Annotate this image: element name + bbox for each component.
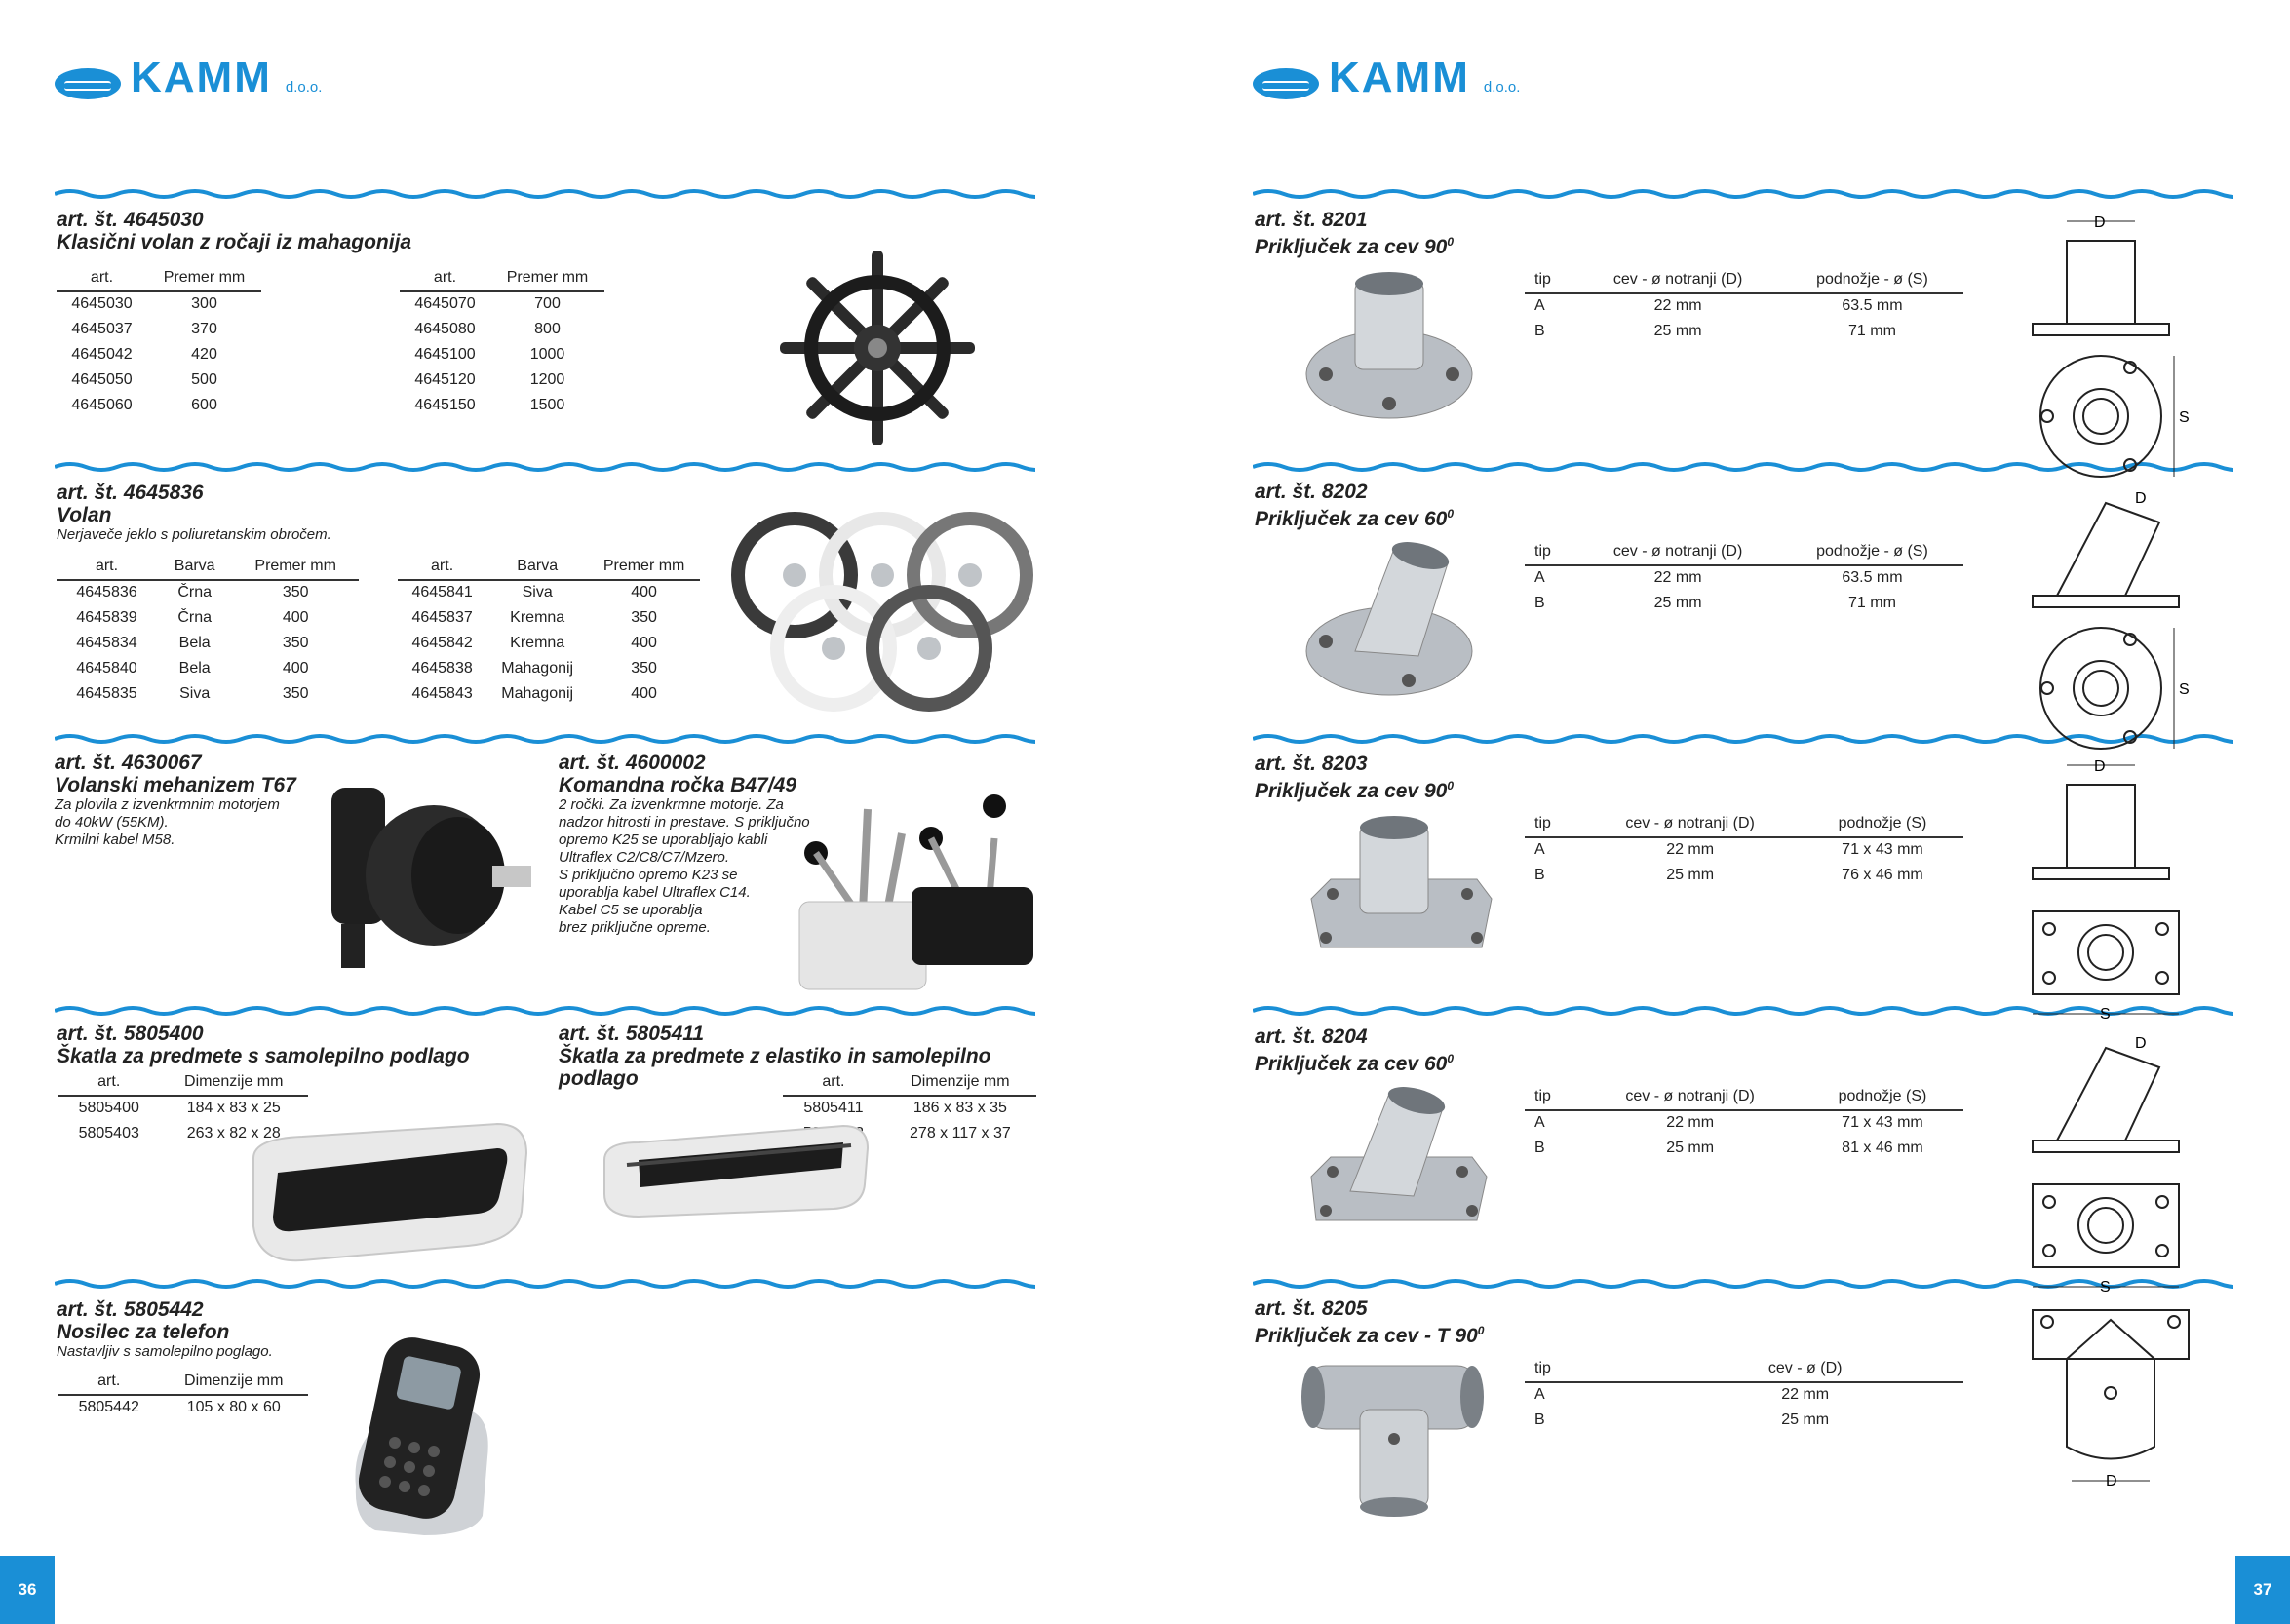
- table-cell: 4645060: [71, 397, 133, 413]
- table-cell: 25 mm: [1781, 1411, 1830, 1428]
- table-cell: 4645050: [71, 371, 133, 388]
- technical-drawing: [2028, 1300, 2208, 1568]
- product-title: [1255, 231, 1454, 258]
- wave-divider: [55, 1277, 1035, 1291]
- dim-d-label: D: [2135, 490, 2147, 507]
- table-row: [58, 1395, 308, 1421]
- storage-box-elastic-icon: [600, 1121, 873, 1218]
- table-cell: 105 x 80 x 60: [186, 1399, 281, 1415]
- product-title: Klasični volan z ročaji iz mahagonija: [57, 231, 412, 253]
- column-header: tip: [1525, 1086, 1578, 1110]
- technical-drawing: [2028, 1028, 2208, 1296]
- table-cell: 22 mm: [1653, 297, 1702, 314]
- art-number: art. št. 4600002: [559, 752, 706, 774]
- table-row: [783, 1096, 1036, 1122]
- product-description-2: do 40kW (55KM).: [55, 814, 169, 831]
- table-cell: B: [1534, 595, 1545, 611]
- table-row: [1525, 864, 1963, 889]
- art-number: art. št. 8201: [1255, 209, 1368, 231]
- table-cell: 370: [191, 321, 217, 337]
- product-description: Nerjaveče jeklo s poliuretanskim obročem.: [57, 526, 331, 543]
- table-cell: 500: [191, 371, 217, 388]
- product-description-5: S priključno opremo K23 se: [559, 867, 738, 883]
- product-title: Volan: [57, 504, 112, 526]
- table-cell: B: [1534, 1140, 1545, 1156]
- table-cell: 4645080: [414, 321, 476, 337]
- dim-s-label: S: [2100, 1006, 2111, 1023]
- column-header: cev - ø notranji (D): [1578, 1086, 1802, 1110]
- table-cell: 1500: [529, 397, 565, 413]
- art-number: art. št. 4645030: [57, 209, 204, 231]
- technical-drawing: [2028, 483, 2208, 752]
- table-cell: 800: [534, 321, 561, 337]
- table-cell: 71 x 43 mm: [1842, 1114, 1923, 1131]
- product-description-6: uporablja kabel Ultraflex C14.: [559, 884, 751, 901]
- table-cell: 400: [282, 609, 309, 626]
- product-title: Nosilec za telefon: [57, 1321, 230, 1343]
- spec-table: [1525, 1086, 1963, 1162]
- product-title: [1255, 775, 1454, 802]
- brand-name: KAMM: [131, 54, 272, 101]
- table-cell: 420: [191, 346, 217, 363]
- spec-table: [57, 267, 261, 419]
- table-row: [400, 318, 604, 343]
- table-cell: 22 mm: [1666, 841, 1715, 858]
- title-text: Priključek za cev 60: [1255, 1053, 1448, 1075]
- logo-icon: [55, 68, 121, 99]
- table-row: [57, 606, 359, 632]
- wave-divider: [55, 1004, 1035, 1018]
- title-text: Priključek za cev - T 90: [1255, 1325, 1478, 1347]
- table-cell: 4645839: [76, 609, 137, 626]
- brand-suffix: d.o.o.: [1483, 79, 1521, 96]
- table-cell: 4645100: [414, 346, 476, 363]
- page-number-right: 37: [2235, 1556, 2290, 1624]
- table-cell: Siva: [522, 584, 553, 600]
- dim-d-label: D: [2106, 1473, 2117, 1489]
- brand-logo-right: [1253, 54, 1521, 101]
- column-header: art.: [400, 267, 490, 291]
- column-header: tip: [1525, 1358, 1647, 1382]
- technical-drawing: [2028, 755, 2208, 1024]
- column-header: Premer mm: [232, 556, 359, 580]
- page-number-left: 36: [0, 1556, 55, 1624]
- pipe-fitting-icon: [1301, 1351, 1496, 1517]
- table-cell: 25 mm: [1666, 1140, 1715, 1156]
- degree-mark: 0: [1447, 507, 1454, 521]
- section-4645836: [57, 482, 331, 544]
- title-text: Priključek za cev 90: [1255, 236, 1448, 258]
- table-cell: A: [1534, 569, 1545, 586]
- table-cell: 1000: [529, 346, 565, 363]
- product-title: Komandna ročka B47/49: [559, 774, 796, 796]
- dim-d-label: D: [2094, 758, 2106, 775]
- table-row: [57, 318, 261, 343]
- column-header: podnožje - ø (S): [1781, 269, 1963, 293]
- table-cell: 4645834: [76, 635, 137, 651]
- section-4600002: [559, 752, 810, 937]
- table-cell: B: [1534, 1411, 1545, 1428]
- column-header: Dimenzije mm: [159, 1071, 308, 1096]
- table-cell: Črna: [177, 609, 213, 626]
- table-cell: 71 mm: [1848, 323, 1896, 339]
- dim-d-label: D: [2135, 1035, 2147, 1052]
- table-row: [58, 1096, 308, 1122]
- column-header: Barva: [486, 556, 588, 580]
- table-row: [1525, 320, 1963, 345]
- wave-divider: [55, 732, 1035, 746]
- table-cell: 350: [282, 635, 309, 651]
- degree-mark: 0: [1447, 235, 1454, 249]
- table-cell: 4645150: [414, 397, 476, 413]
- product-description-7: Kabel C5 se uporablja: [559, 902, 703, 918]
- art-number: art. št. 8202: [1255, 481, 1368, 503]
- column-header: tip: [1525, 813, 1578, 837]
- table-cell: 600: [191, 397, 217, 413]
- table-cell: 4645838: [411, 660, 473, 677]
- pipe-fitting-icon: [1301, 262, 1496, 428]
- product-description-1: Za plovila z izvenkrmnim motorjem: [55, 796, 280, 813]
- table-cell: 71 mm: [1848, 595, 1896, 611]
- art-number: art. št. 8204: [1255, 1025, 1368, 1048]
- table-cell: 4645835: [76, 685, 137, 702]
- spec-table: [1525, 269, 1963, 345]
- table-row: [57, 682, 359, 708]
- table-cell: 63.5 mm: [1842, 297, 1903, 314]
- spec-table: [398, 556, 700, 708]
- control-lever-icon: [795, 794, 1038, 994]
- table-cell: 4645837: [411, 609, 473, 626]
- phone-holder-icon: [336, 1321, 502, 1540]
- column-header: Premer mm: [490, 267, 604, 291]
- spec-table: [1525, 541, 1963, 617]
- table-cell: 350: [631, 609, 657, 626]
- table-row: [398, 682, 700, 708]
- column-header: art.: [57, 556, 157, 580]
- degree-mark: 0: [1447, 1052, 1454, 1065]
- brand-logo-left: [55, 54, 323, 101]
- table-cell: 5805442: [78, 1399, 139, 1415]
- table-cell: A: [1534, 1114, 1545, 1131]
- logo-icon: [1253, 68, 1319, 99]
- column-header: Dimenzije mm: [884, 1071, 1036, 1096]
- table-row: [1525, 592, 1963, 617]
- table-cell: 4645030: [71, 295, 133, 312]
- product-description-3: opremo K25 se uporabljajo kabli: [559, 831, 768, 848]
- steering-wheels-icon: [726, 512, 1038, 721]
- table-cell: 700: [534, 295, 561, 312]
- table-row: [57, 632, 359, 657]
- section-8202: [1255, 481, 1454, 530]
- product-description-2: nadzor hitrosti in prestave. S priključno: [559, 814, 810, 831]
- table-cell: 71 x 43 mm: [1842, 841, 1923, 858]
- table-cell: 278 x 117 x 37: [910, 1125, 1011, 1141]
- table-cell: 4645842: [411, 635, 473, 651]
- title-text: Priključek za cev 90: [1255, 780, 1448, 802]
- brand-suffix: d.o.o.: [285, 79, 323, 96]
- table-cell: Siva: [179, 685, 211, 702]
- section-5805400: [57, 1023, 470, 1067]
- table-row: [1525, 1409, 1963, 1434]
- section-4645030: [57, 209, 411, 253]
- pipe-fitting-icon: [1301, 534, 1496, 700]
- art-number: art. št. 8205: [1255, 1297, 1368, 1320]
- table-cell: 4645840: [76, 660, 137, 677]
- table-row: [1525, 565, 1963, 592]
- spec-table: [1525, 1358, 1963, 1434]
- spec-table: [58, 1371, 308, 1421]
- product-title: [1255, 1320, 1484, 1347]
- table-cell: 5805411: [803, 1100, 864, 1116]
- column-header: podnožje (S): [1802, 1086, 1963, 1110]
- art-number: art. št. 4645836: [57, 482, 204, 504]
- column-header: art.: [398, 556, 486, 580]
- table-row: [57, 291, 261, 318]
- section-8204: [1255, 1025, 1454, 1075]
- column-header: podnožje (S): [1802, 813, 1963, 837]
- table-cell: Kremna: [510, 635, 565, 651]
- table-row: [57, 394, 261, 419]
- table-cell: 81 x 46 mm: [1842, 1140, 1923, 1156]
- table-cell: 25 mm: [1666, 867, 1715, 883]
- pipe-fitting-icon: [1301, 806, 1496, 972]
- table-cell: A: [1534, 297, 1545, 314]
- table-cell: 350: [282, 584, 309, 600]
- table-row: [1525, 837, 1963, 864]
- ship-wheel-icon: [765, 249, 990, 448]
- table-cell: 22 mm: [1781, 1386, 1830, 1403]
- table-cell: Črna: [177, 584, 213, 600]
- table-cell: Bela: [178, 660, 211, 677]
- column-header: Dimenzije mm: [159, 1371, 308, 1395]
- table-row: [57, 368, 261, 394]
- section-5805442: [57, 1298, 273, 1361]
- table-cell: 4645843: [411, 685, 473, 702]
- table-row: [400, 291, 604, 318]
- wave-divider: [1253, 187, 2233, 201]
- column-header: art.: [783, 1071, 884, 1096]
- table-row: [400, 368, 604, 394]
- product-title: [1255, 1048, 1454, 1075]
- section-4630067: [55, 752, 296, 849]
- table-cell: 263 x 82 x 28: [186, 1125, 281, 1141]
- table-cell: Kremna: [510, 609, 565, 626]
- table-row: [1525, 1137, 1963, 1162]
- column-header: cev - ø notranji (D): [1578, 813, 1802, 837]
- table-cell: A: [1534, 841, 1545, 858]
- table-cell: B: [1534, 867, 1545, 883]
- degree-mark: 0: [1477, 1324, 1485, 1337]
- storage-box-icon: [244, 1119, 531, 1263]
- table-cell: 4645037: [71, 321, 133, 337]
- product-title: Volanski mehanizem T67: [55, 774, 296, 796]
- brand-name: KAMM: [1329, 54, 1470, 101]
- technical-drawing: [2028, 212, 2208, 480]
- steering-mechanism-icon: [312, 778, 536, 978]
- section-8201: [1255, 209, 1454, 258]
- column-header: tip: [1525, 269, 1574, 293]
- column-header: cev - ø notranji (D): [1574, 269, 1781, 293]
- spec-table: [57, 556, 359, 708]
- art-number: art. št. 5805411: [559, 1023, 705, 1045]
- spec-table: [400, 267, 604, 419]
- product-description-8: brez priključne opreme.: [559, 919, 711, 936]
- table-cell: 4645070: [414, 295, 476, 312]
- column-header: cev - ø (D): [1647, 1358, 1963, 1382]
- table-cell: 184 x 83 x 25: [186, 1100, 281, 1116]
- dim-s-label: S: [2179, 409, 2190, 426]
- table-cell: A: [1534, 1386, 1545, 1403]
- art-number: art. št. 4630067: [55, 752, 202, 774]
- degree-mark: 0: [1447, 779, 1454, 793]
- section-8205: [1255, 1297, 1484, 1347]
- art-number: art. št. 5805442: [57, 1298, 204, 1321]
- product-title-2: podlago: [559, 1067, 639, 1090]
- column-header: Premer mm: [147, 267, 261, 291]
- table-cell: Bela: [178, 635, 211, 651]
- table-row: [57, 580, 359, 606]
- table-cell: 22 mm: [1666, 1114, 1715, 1131]
- art-number: art. št. 8203: [1255, 753, 1368, 775]
- table-cell: 22 mm: [1653, 569, 1702, 586]
- column-header: cev - ø notranji (D): [1574, 541, 1781, 565]
- table-cell: B: [1534, 323, 1545, 339]
- table-row: [1525, 1110, 1963, 1137]
- table-cell: 350: [631, 660, 657, 677]
- table-cell: 5805400: [78, 1100, 139, 1116]
- table-cell: 4645841: [411, 584, 473, 600]
- table-cell: Mahagonij: [501, 660, 574, 677]
- table-row: [398, 632, 700, 657]
- title-text: Priključek za cev 60: [1255, 508, 1448, 530]
- column-header: art.: [58, 1071, 159, 1096]
- dim-d-label: D: [2094, 214, 2106, 231]
- table-row: [398, 606, 700, 632]
- column-header: podnožje - ø (S): [1781, 541, 1963, 565]
- table-row: [400, 343, 604, 368]
- art-number: art. št. 5805400: [57, 1023, 204, 1045]
- table-cell: 4645120: [414, 371, 476, 388]
- spec-table: [1525, 813, 1963, 889]
- table-cell: 400: [631, 584, 657, 600]
- table-row: [400, 394, 604, 419]
- product-title-1: Škatla za predmete z elastiko in samolepilno: [559, 1045, 991, 1067]
- pipe-fitting-icon: [1301, 1079, 1496, 1245]
- table-row: [398, 657, 700, 682]
- table-row: [1525, 1382, 1963, 1409]
- column-header: tip: [1525, 541, 1574, 565]
- table-row: [57, 343, 261, 368]
- product-description-4: Ultraflex C2/C8/C7/Mzero.: [559, 849, 730, 866]
- column-header: Premer mm: [588, 556, 700, 580]
- table-cell: 400: [631, 685, 657, 702]
- table-cell: 25 mm: [1653, 323, 1702, 339]
- column-header: Barva: [157, 556, 232, 580]
- table-cell: 400: [282, 660, 309, 677]
- table-cell: Mahagonij: [501, 685, 574, 702]
- table-row: [1525, 293, 1963, 320]
- table-cell: 350: [282, 685, 309, 702]
- wave-divider: [55, 187, 1035, 201]
- table-cell: 25 mm: [1653, 595, 1702, 611]
- table-cell: 300: [191, 295, 217, 312]
- table-row: [57, 657, 359, 682]
- wave-divider: [55, 460, 1035, 474]
- table-cell: 4645042: [71, 346, 133, 363]
- table-cell: 186 x 83 x 35: [912, 1100, 1007, 1116]
- dim-s-label: S: [2100, 1279, 2111, 1295]
- table-cell: 400: [631, 635, 657, 651]
- column-header: art.: [58, 1371, 159, 1395]
- table-row: [398, 580, 700, 606]
- table-cell: 76 x 46 mm: [1842, 867, 1923, 883]
- dim-s-label: S: [2179, 681, 2190, 698]
- product-title: Škatla za predmete s samolepilno podlago: [57, 1045, 470, 1067]
- product-description-3: Krmilni kabel M58.: [55, 831, 175, 848]
- column-header: art.: [57, 267, 147, 291]
- table-cell: 63.5 mm: [1842, 569, 1903, 586]
- table-cell: 5805403: [78, 1125, 139, 1141]
- section-8203: [1255, 753, 1454, 802]
- product-description: Nastavljiv s samolepilno poglago.: [57, 1343, 273, 1360]
- table-cell: 1200: [529, 371, 565, 388]
- product-title: [1255, 503, 1454, 530]
- table-cell: 4645836: [76, 584, 137, 600]
- product-description-1: 2 ročki. Za izvenkrmne motorje. Za: [559, 796, 784, 813]
